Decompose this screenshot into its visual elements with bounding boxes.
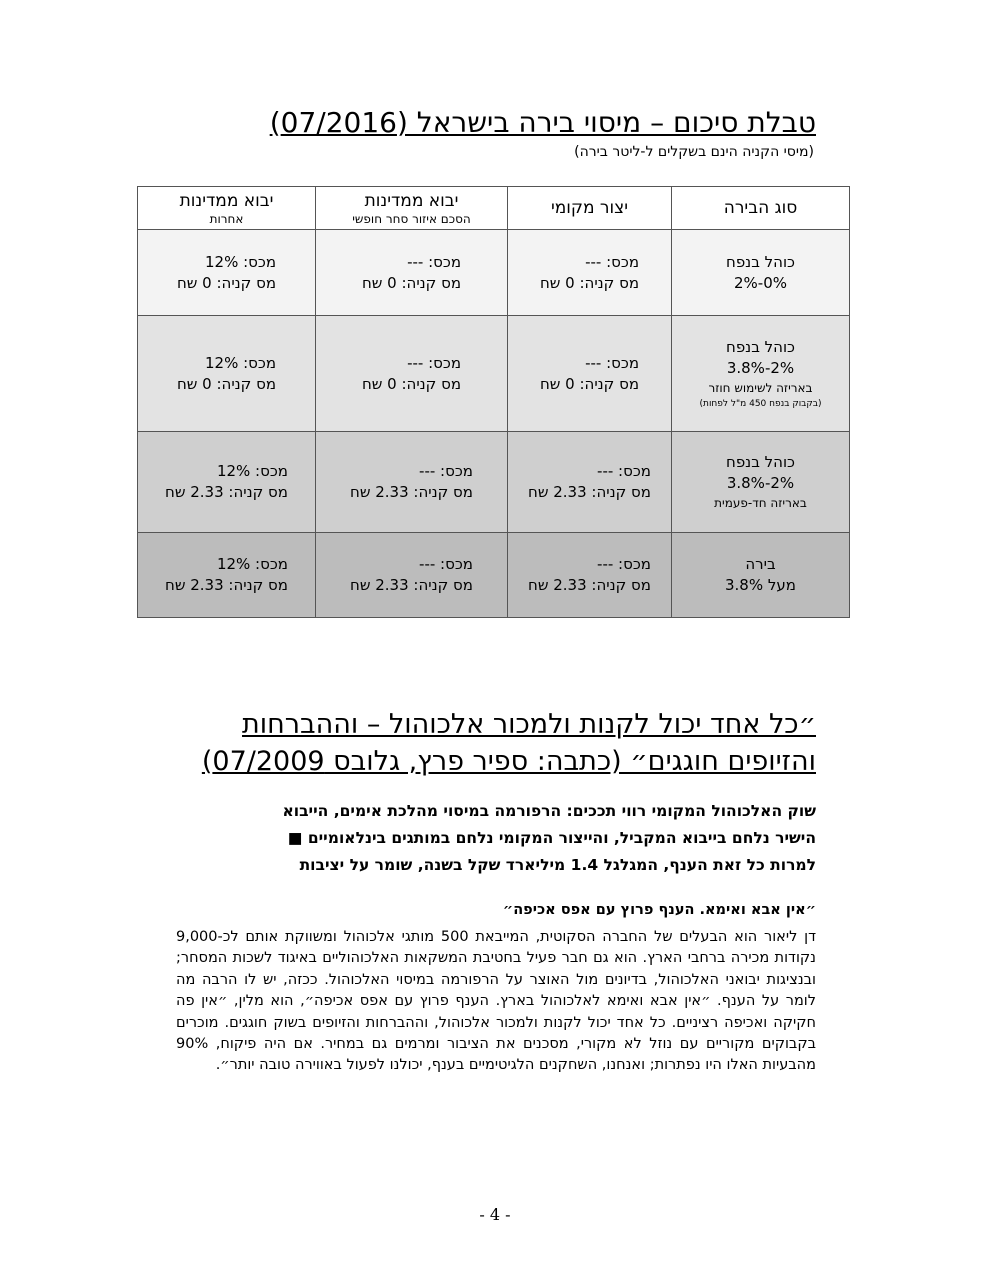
article-lead (176, 798, 816, 879)
purchase-tax-value: מס קניה: 2.33 שח (165, 576, 288, 594)
customs-value: מכס: --- (419, 462, 473, 480)
tax-cell (508, 533, 672, 618)
customs-value: מכס: --- (407, 353, 462, 372)
customs-value: מכס: 12% (216, 555, 288, 573)
beer-type-cell (672, 316, 850, 432)
lead-line: שוק האלכוהול המקומי רווי תככים: הרפורמה במיסוי מהלכת אימים, הייבוא (282, 802, 816, 820)
header-local-production (508, 187, 672, 230)
purchase-tax-value: מס קניה: 0 שח (539, 374, 640, 393)
beer-type-line: כוהל בנפח (726, 337, 795, 356)
beer-type-cell (672, 230, 850, 316)
table-row (138, 230, 850, 316)
tax-cell (138, 533, 316, 618)
table-header-row (138, 187, 850, 230)
beer-type-line: בירה (745, 555, 776, 573)
purchase-tax-value: מס קניה: 2.33 שח (528, 483, 651, 501)
lead-line: הישיר נלחם בייבוא המקביל, והייצור המקומי נלחם במותגים בינלאומיים ■ (287, 829, 816, 847)
header-sub: הסכם איזור סחר חופשי (352, 212, 471, 226)
beer-type-line: כוהל בנפח (726, 453, 795, 471)
header-main: יצור מקומי (550, 198, 629, 218)
beer-type-line: כוהל בנפח (726, 252, 795, 271)
customs-value: מכס: --- (419, 555, 473, 573)
summary-title: טבלת סיכום – מיסוי בירה בישראל (07/2016) (269, 106, 816, 139)
table-row (138, 432, 850, 533)
beer-type-cell (672, 533, 850, 618)
tax-cell (138, 230, 316, 316)
tax-cell (316, 316, 508, 432)
beer-tax-table (137, 186, 850, 618)
purchase-tax-value: מס קניה: 2.33 שח (350, 483, 473, 501)
headline-line: והזיופים חוגגים״ (כתבה: ספיר פרץ, גלובס 07/2009) (201, 746, 816, 777)
purchase-tax-value: מס קניה: 0 שח (176, 374, 277, 393)
header-import-other (138, 187, 316, 230)
lead-line: למרות כל זאת הענף, המגלגל 1.4 מיליארד שקל בשנה, שומר על יציבות (299, 856, 816, 874)
tax-cell (138, 316, 316, 432)
article-headline (176, 706, 816, 780)
tax-cell (138, 432, 316, 533)
article-body: דן ליאור הוא הבעלים של החברה הסקוטית, המייבאת 500 מותגי אלכוהול ומשווקת אותם לכ-9,000 נקודות מכירה ברחבי הארץ. הוא גם חבר פעיל בחטיבת המשקאות האלכוהוליים באיגוד לשכות המסחר; ובנציגות יבואני האלכוהול, בדיונים מול האוצר על הרפורמה במיסוי האלכוהול. ככזה, יש לו הרבה מה לומר על הענף. ״אין אבא ואימא לאלכוהול בארץ. הענף פרוץ עם אפס אכיפה״, הוא מלין, ״אין פה חקיקה ואכיפה רציניים. כל אחד יכול לקנות ולמכור אלכוהול, וההברחות והזיופים בשוק חוגגים. מוכרים בקבוקים מקוריים עם נוזל לא מקורי, מסכנים את הציבור ומרמים גם במחיר. אם היה פיקוח, 90% מהבעיות האלו היו נפתרות; ואנחנו, השחקנים הלגיטימיים בענף, יכולנו לפעול באווירה טובה יותר״. (176, 929, 816, 1074)
customs-value: מכס: 12% (205, 252, 277, 271)
customs-value: מכס: 12% (205, 353, 277, 372)
beer-type-line: 2%-3.8% (726, 358, 795, 377)
tax-cell (316, 432, 508, 533)
table-row (138, 316, 850, 432)
customs-value: מכס: --- (597, 462, 651, 480)
customs-value: מכס: --- (585, 353, 640, 372)
tax-cell (316, 533, 508, 618)
tax-cell (508, 230, 672, 316)
purchase-tax-value: מס קניה: 0 שח (361, 273, 462, 292)
tax-cell (508, 432, 672, 533)
purchase-tax-value: מס קניה: 0 שח (539, 273, 640, 292)
header-sub: אחרות (209, 212, 244, 226)
tax-cell (316, 230, 508, 316)
page-number: - 4 - (479, 1205, 511, 1224)
purchase-tax-value: מס קניה: 0 שח (176, 273, 277, 292)
beer-type-cell (672, 432, 850, 533)
customs-value: מכס: --- (407, 252, 462, 271)
customs-value: מכס: --- (585, 252, 640, 271)
beer-type-line: מעל 3.8% (725, 576, 796, 594)
header-beer-type (672, 187, 850, 230)
section-heading: ״אין אבא ואימא. הענף פרוץ עם אפס אכיפה״ (502, 902, 816, 918)
summary-subtitle: (מיסי הקניה הינם בשקלים ל-ליטר בירה) (574, 144, 814, 160)
purchase-tax-value: מס קניה: 0 שח (361, 374, 462, 393)
purchase-tax-value: מס קניה: 2.33 שח (350, 576, 473, 594)
beer-type-note: באריזה לשימוש חוזר (708, 380, 813, 395)
headline-line: ״כל אחד יכול לקנות ולמכור אלכוהול – וההברחות (242, 709, 816, 740)
beer-type-line: 0%-2% (733, 273, 787, 292)
header-import-fta (316, 187, 508, 230)
purchase-tax-value: מס קניה: 2.33 שח (528, 576, 651, 594)
purchase-tax-value: מס קניה: 2.33 שח (165, 483, 288, 501)
header-main: יבוא ממדינות (364, 191, 459, 211)
customs-value: מכס: --- (597, 555, 651, 573)
header-main: סוג הבירה (723, 198, 798, 218)
beer-type-footnote: (בקבוק בנפח 450 מ"ל לפחות) (699, 398, 822, 409)
table-row (138, 533, 850, 618)
beer-type-line: 2%-3.8% (726, 474, 795, 492)
beer-type-note: באריזה חד-פעמית (714, 496, 807, 510)
header-main: יבוא ממדינות (179, 191, 274, 211)
tax-cell (508, 316, 672, 432)
customs-value: מכס: 12% (216, 462, 288, 480)
